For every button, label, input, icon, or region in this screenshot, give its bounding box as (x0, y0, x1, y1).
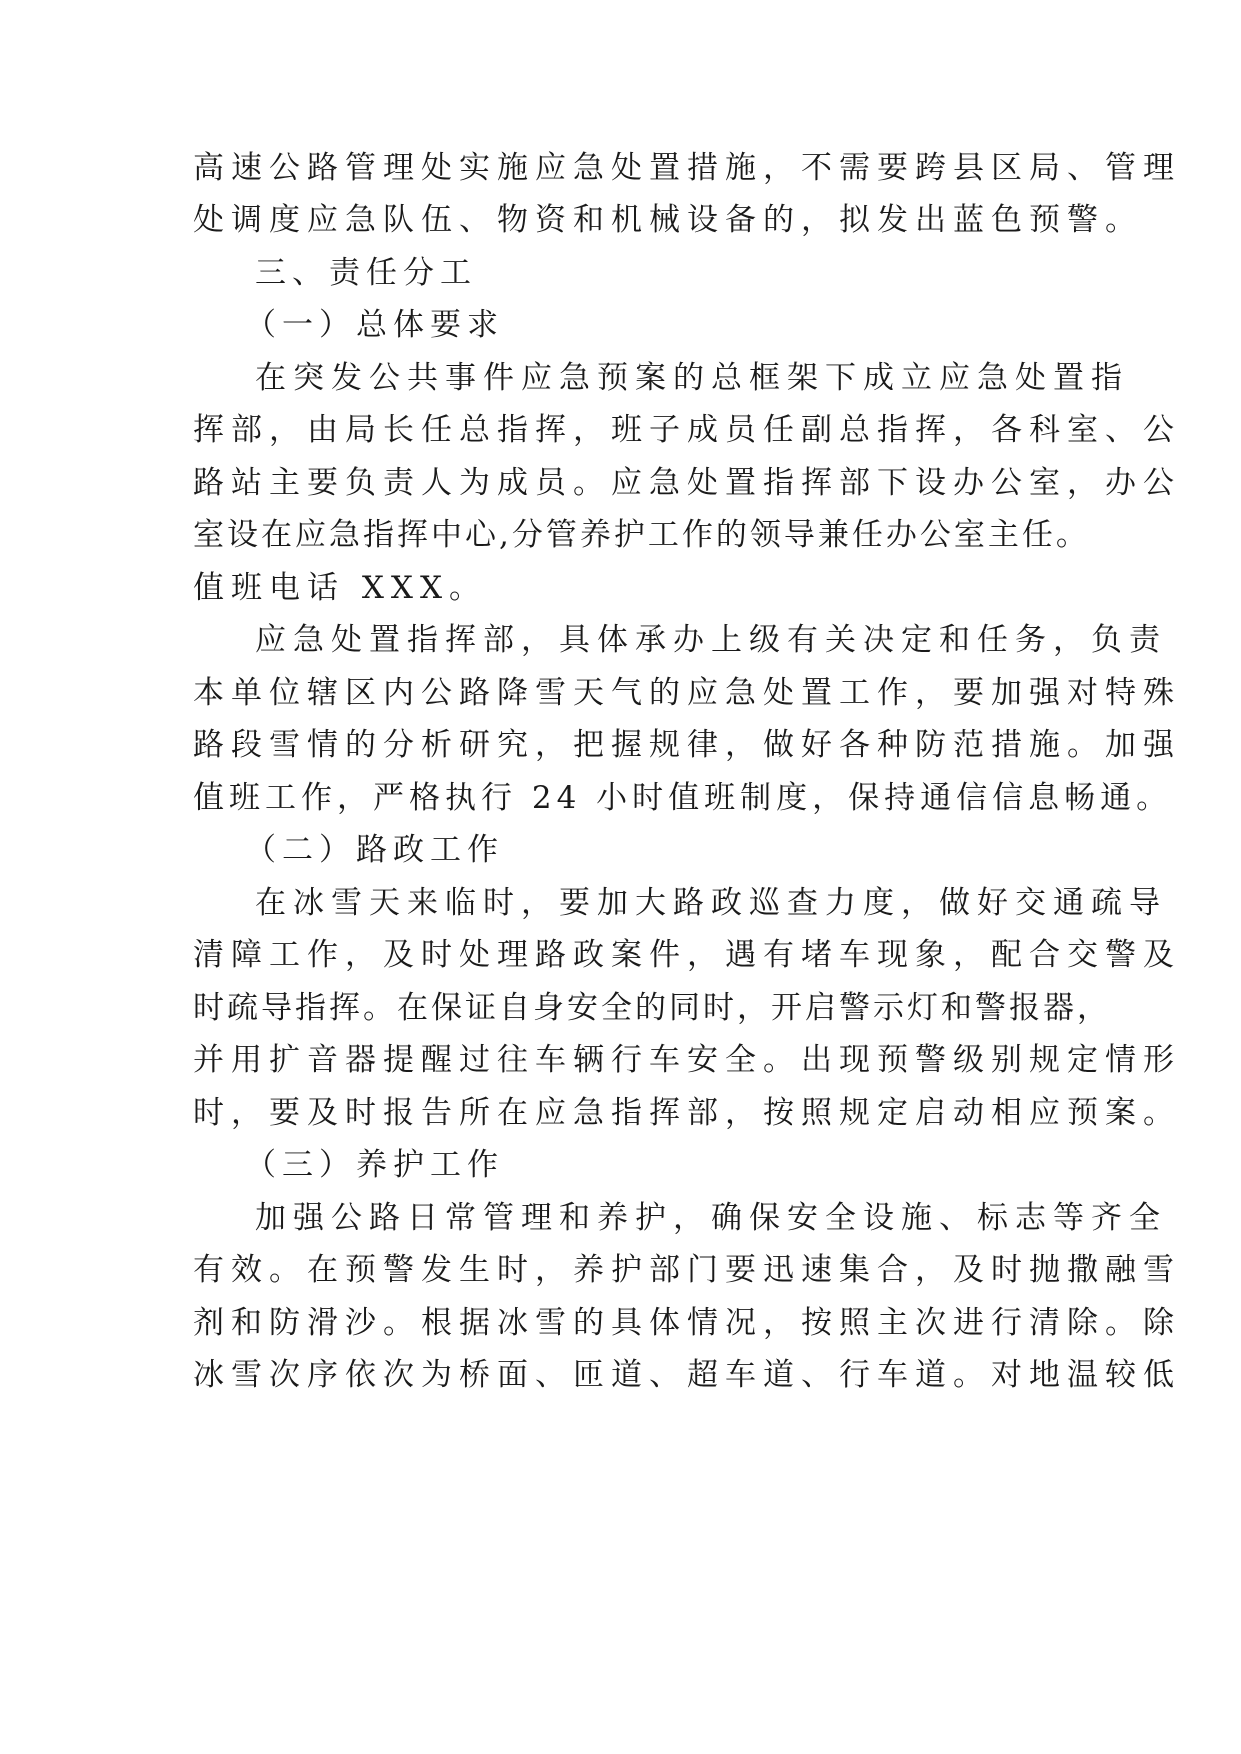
text-line: 并用扩音器提醒过往车辆行车安全。出现预警级别规定情形 (193, 1042, 1181, 1078)
text-line: 高速公路管理处实施应急处置措施，不需要跨县区局、管理 (193, 150, 1181, 186)
subsection-heading: （一）总体要求 (245, 307, 504, 343)
subsection-heading: （三）养护工作 (245, 1147, 504, 1183)
text-line: 挥部，由局长任总指挥，班子成员任副总指挥，各科室、公 (193, 412, 1181, 448)
text-line: 路段雪情的分析研究，把握规律，做好各种防范措施。加强 (193, 727, 1181, 763)
text-line: 处调度应急队伍、物资和机械设备的，拟发出蓝色预警。 (193, 202, 1143, 238)
text-line: 本单位辖区内公路降雪天气的应急处置工作，要加强对特殊 (193, 675, 1181, 711)
text-line: 时，要及时报告所在应急指挥部，按照规定启动相应预案。 (193, 1095, 1181, 1131)
paragraph-first-line: 加强公路日常管理和养护，确保安全设施、标志等齐全 (255, 1200, 1167, 1236)
text-line: 剂和防滑沙。根据冰雪的具体情况，按照主次进行清除。除 (193, 1305, 1181, 1341)
subsection-heading: （二）路政工作 (245, 832, 504, 868)
text-line: 路站主要负责人为成员。应急处置指挥部下设办公室，办公 (193, 465, 1181, 501)
text-line: 有效。在预警发生时，养护部门要迅速集合，及时抛撒融雪 (193, 1252, 1181, 1288)
text-line: 室设在应急指挥中心,分管养护工作的领导兼任办公室主任。 (193, 517, 1090, 553)
paragraph-first-line: 在冰雪天来临时，要加大路政巡查力度，做好交通疏导 (255, 885, 1167, 921)
section-heading: 三、责任分工 (255, 255, 477, 291)
text-line: 时疏导指挥。在保证自身安全的同时，开启警示灯和警报器， (193, 990, 1111, 1026)
text-line: 冰雪次序依次为桥面、匝道、超车道、行车道。对地温较低 (193, 1357, 1181, 1393)
text-line: 清障工作，及时处理路政案件，遇有堵车现象，配合交警及 (193, 937, 1181, 973)
paragraph-first-line: 在突发公共事件应急预案的总框架下成立应急处置指 (255, 360, 1129, 396)
text-line: 值班工作，严格执行 24 小时值班制度，保持通信信息畅通。 (193, 780, 1173, 816)
text-line: 值班电话 XXX。 (193, 570, 488, 606)
paragraph-first-line: 应急处置指挥部，具体承办上级有关决定和任务，负责 (255, 622, 1167, 658)
